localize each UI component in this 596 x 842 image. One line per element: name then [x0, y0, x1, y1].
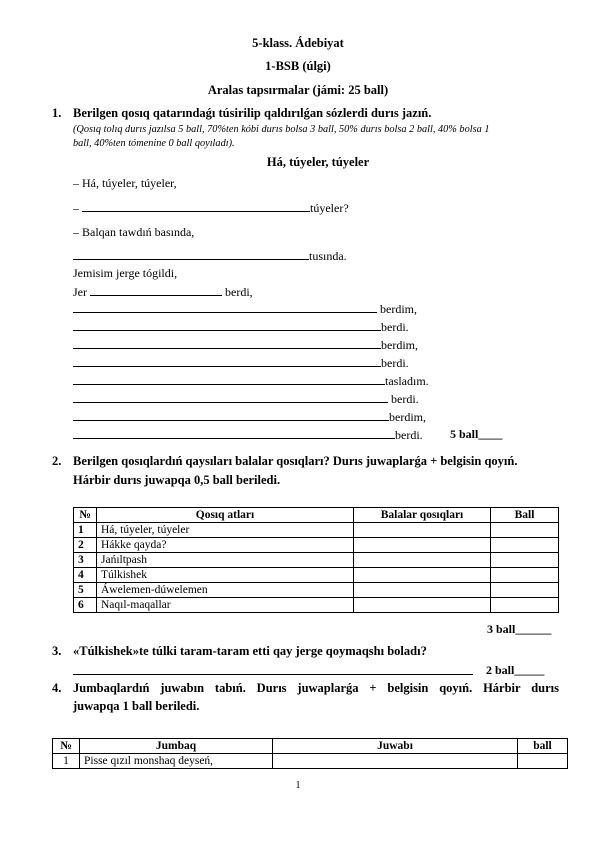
- task3-score: 2 ball_____: [486, 663, 545, 677]
- table-header-row: [74, 508, 559, 523]
- poem-line-6-suffix: berdi,: [225, 285, 253, 299]
- song-name: Naqıl-maqallar: [97, 598, 354, 613]
- blank-line[interactable]: [73, 391, 388, 403]
- blank-suffix: berdi.: [381, 356, 409, 370]
- songs-table: [73, 507, 559, 613]
- song-name: Jańıltpash: [97, 553, 354, 568]
- blank-line[interactable]: [73, 301, 377, 313]
- blank-line[interactable]: [73, 427, 395, 439]
- poem-blank-line: [73, 373, 429, 389]
- score-cell[interactable]: [491, 523, 559, 538]
- task1-note-line2: ball, 40%ten tómenine 0 ball qoyıladı).: [73, 138, 235, 149]
- poem-line-4: [73, 248, 347, 264]
- answer-cell[interactable]: [354, 523, 491, 538]
- answer-cell[interactable]: [354, 583, 491, 598]
- poem-line-3: – Balqan tawdıń basında,: [73, 225, 195, 239]
- blank-suffix: berdi.: [381, 320, 409, 334]
- table-row: [74, 553, 559, 568]
- poem-blank-line: [73, 337, 418, 353]
- col-header-children-songs: Balalar qosıqları: [354, 508, 491, 523]
- blank-suffix: berdi.: [395, 428, 423, 442]
- riddles-table: [52, 738, 568, 769]
- task1-note-line1: (Qosıq tolıq durıs jazılsa 5 ball, 70%ten kóbi durıs bolsa 3 ball, 50% durıs bolsa 2 ball, 40% bolsa 1: [73, 124, 490, 135]
- poem-blank-line: [73, 319, 409, 335]
- score-cell[interactable]: [491, 538, 559, 553]
- blank-line[interactable]: [73, 409, 389, 421]
- score-cell[interactable]: [491, 568, 559, 583]
- row-number: 3: [74, 553, 97, 568]
- score-cell[interactable]: [518, 754, 568, 769]
- task1-text: Berilgen qosıq qatarındaǵı túsirilip qaldırılǵan sózlerdi durıs jazıń.: [73, 106, 432, 120]
- poem-blank-line: [73, 391, 419, 407]
- task3-number: 3.: [52, 644, 62, 658]
- song-name: Túlkishek: [97, 568, 354, 583]
- poem-blank-line: [73, 409, 426, 425]
- col-header-score: ball: [518, 739, 568, 754]
- col-header-riddle: Jumbaq: [80, 739, 273, 754]
- table-row: [74, 568, 559, 583]
- table-row: [74, 583, 559, 598]
- col-header-score: Ball: [491, 508, 559, 523]
- col-header-song-names: Qosıq atları: [97, 508, 354, 523]
- poem-title: Há, túyeler, túyeler: [266, 155, 370, 169]
- col-header-answer: Juwabı: [273, 739, 518, 754]
- blank-suffix: berdim,: [381, 338, 418, 352]
- poem-line-1: – Há, túyeler, túyeler,: [73, 176, 177, 190]
- task3-answer-row: [73, 663, 473, 679]
- blank-line[interactable]: [73, 248, 309, 260]
- blank-line[interactable]: [73, 355, 381, 367]
- score-cell[interactable]: [491, 583, 559, 598]
- poem-line-5: Jemisim jerge tógildi,: [73, 266, 178, 280]
- answer-blank-line[interactable]: [73, 663, 473, 675]
- doc-title: Aralas tapsırmalar (jámi: 25 ball): [207, 83, 389, 97]
- task4-text-line2: juwapqa 1 ball beriledi.: [73, 699, 200, 713]
- blank-line[interactable]: [82, 200, 310, 212]
- blank-suffix: tasladım.: [385, 374, 429, 388]
- task1-score: 5 ball____: [450, 427, 503, 441]
- song-name: Áwelemen-dúwelemen: [97, 583, 354, 598]
- answer-cell[interactable]: [354, 598, 491, 613]
- row-number: 4: [74, 568, 97, 583]
- col-header-number: №: [74, 508, 97, 523]
- blank-suffix: berdi.: [391, 392, 419, 406]
- poem-blank-line: [73, 427, 423, 443]
- blank-line[interactable]: [73, 319, 381, 331]
- table-row: [74, 598, 559, 613]
- row-number: 1: [74, 523, 97, 538]
- blank-line[interactable]: [73, 337, 381, 349]
- task2-text-line2: Hárbir durıs juwapqa 0,5 ball beriledi.: [73, 473, 281, 487]
- doc-subject: 5-klass. Ádebiyat: [252, 36, 344, 50]
- song-name: Hákke qayda?: [97, 538, 354, 553]
- task3-text: «Túlkishek»te túlki taram-taram etti qay jerge qoymaqshı boladı?: [73, 644, 427, 658]
- poem-blank-line: [73, 301, 417, 317]
- score-cell[interactable]: [491, 553, 559, 568]
- poem-blank-line: [73, 355, 409, 371]
- row-number: 2: [74, 538, 97, 553]
- blank-line[interactable]: [73, 373, 385, 385]
- table-row: [74, 523, 559, 538]
- row-number: 5: [74, 583, 97, 598]
- poem-line-2-suffix: túyeler?: [310, 201, 349, 215]
- blank-suffix: berdim,: [380, 302, 417, 316]
- task4-text-line1: Jumbaqlardıń juwabın tabıń. Durıs juwaplarǵa + belgisin qoyıń. Hárbir durıs: [73, 681, 559, 695]
- poem-line-2: [73, 200, 349, 216]
- task1-number: 1.: [52, 106, 62, 120]
- score-cell[interactable]: [491, 598, 559, 613]
- answer-cell[interactable]: [354, 553, 491, 568]
- song-name: Há, túyeler, túyeler: [97, 523, 354, 538]
- table-row: [53, 754, 568, 769]
- table-row: [74, 538, 559, 553]
- page-number: 1: [295, 780, 301, 791]
- poem-line-6: [73, 284, 253, 300]
- task2-text-line1: Berilgen qosıqlardıń qaysıları balalar qosıqları? Durıs juwaplarǵa + belgisin qoyıń.: [73, 454, 518, 468]
- answer-cell[interactable]: [354, 538, 491, 553]
- row-number: 6: [74, 598, 97, 613]
- task4-number: 4.: [52, 681, 62, 695]
- answer-cell[interactable]: [354, 568, 491, 583]
- task2-number: 2.: [52, 454, 62, 468]
- answer-cell[interactable]: [273, 754, 518, 769]
- poem-line-2-prefix: –: [73, 201, 79, 215]
- poem-line-6-prefix: Jer: [73, 285, 87, 299]
- poem-line-4-suffix: tusında.: [309, 249, 347, 263]
- doc-variant: 1-BSB (úlgi): [265, 59, 331, 73]
- table-header-row: [53, 739, 568, 754]
- riddle-text: Pisse qızıl monshaq deyseń,: [80, 754, 273, 769]
- blank-suffix: berdim,: [389, 410, 426, 424]
- row-number: 1: [53, 754, 80, 769]
- task2-score: 3 ball______: [487, 622, 552, 636]
- blank-line[interactable]: [90, 284, 222, 296]
- col-header-number: №: [53, 739, 80, 754]
